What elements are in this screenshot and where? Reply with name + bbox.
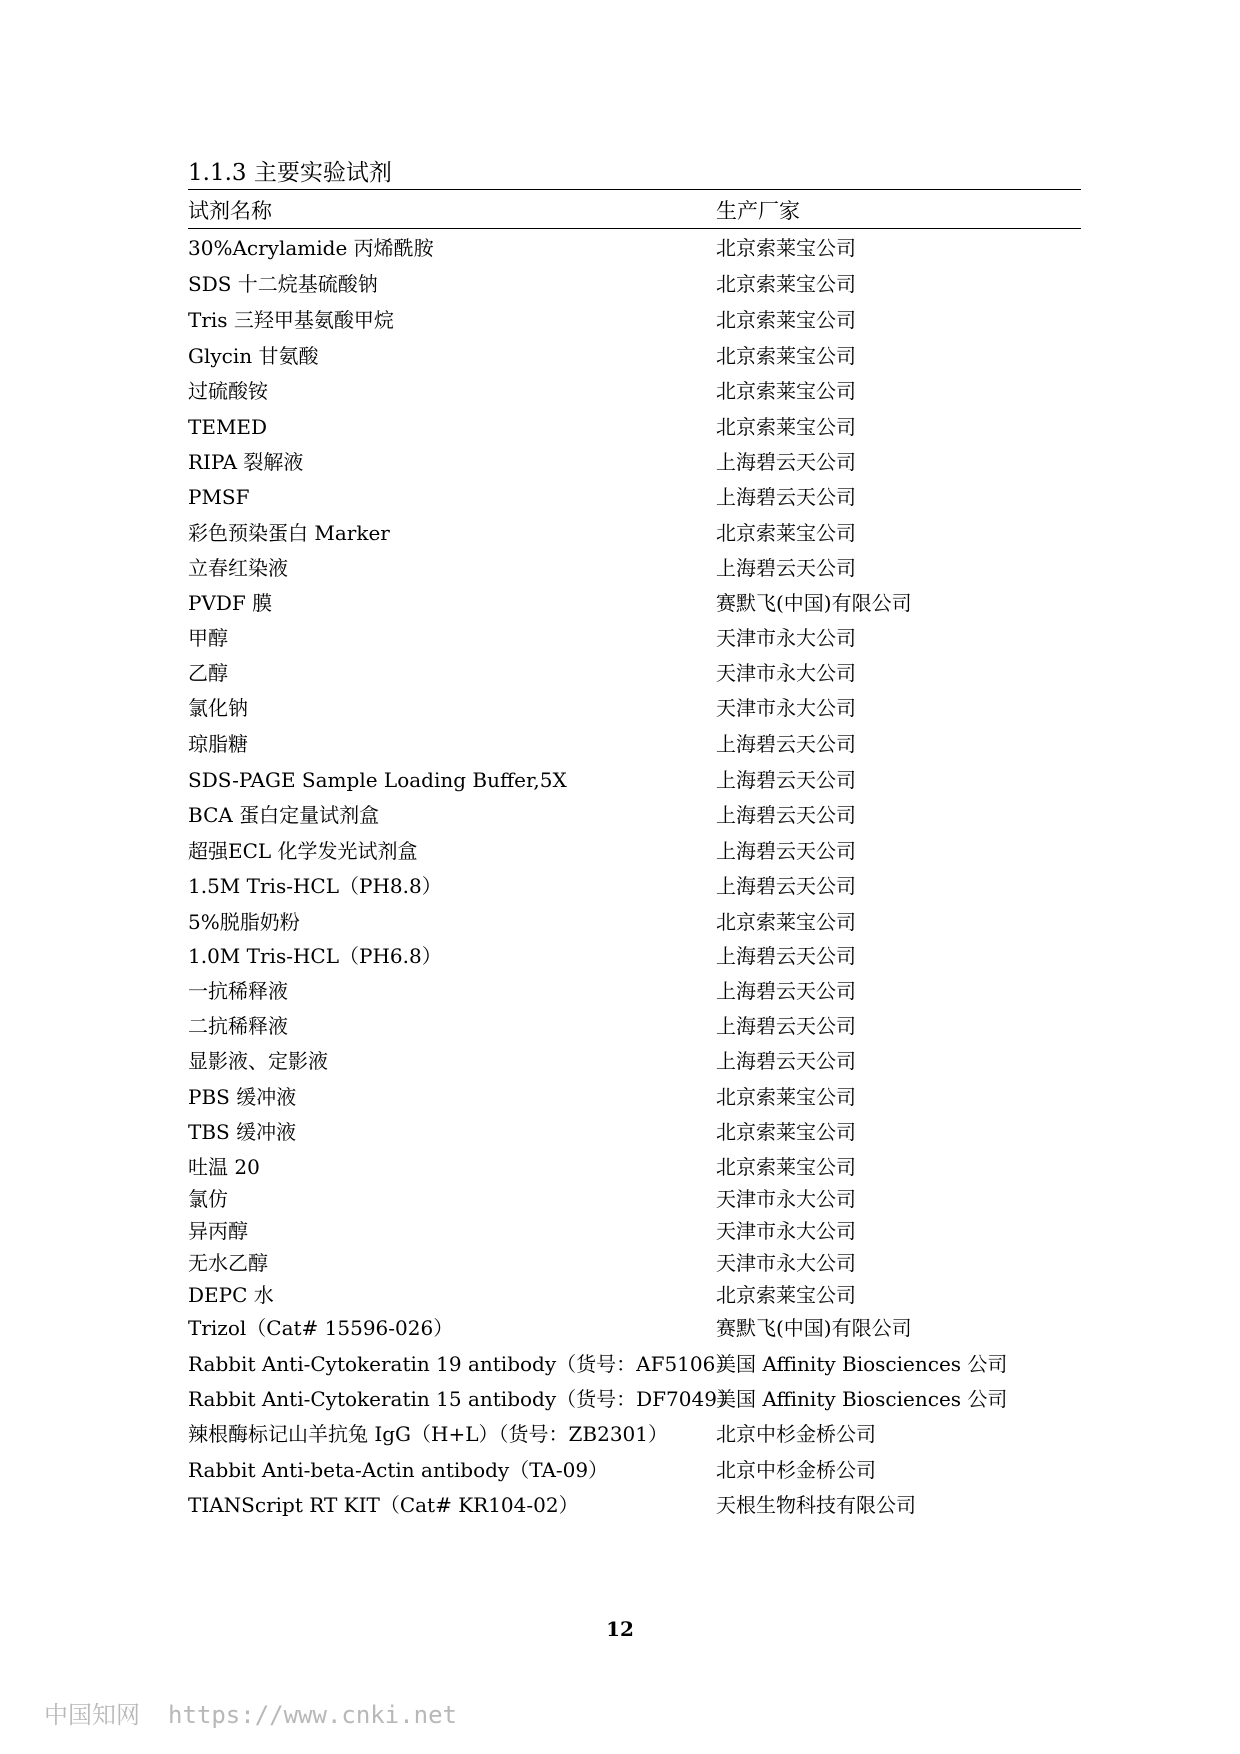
reagent-manufacturer: 天根生物科技有限公司	[716, 1493, 916, 1517]
reagent-name: 琼脂糖	[188, 732, 248, 756]
reagent-manufacturer: 赛默飞(中国)有限公司	[716, 1316, 912, 1340]
table-row	[188, 1216, 1081, 1246]
reagent-name: 显影液、定影液	[188, 1049, 328, 1073]
table-row	[188, 1011, 1081, 1041]
reagent-name: 氯化钠	[188, 696, 248, 720]
table-row	[188, 729, 1081, 759]
table-row	[188, 1082, 1081, 1112]
table-row	[188, 693, 1081, 723]
reagent-manufacturer: 赛默飞(中国)有限公司	[716, 591, 912, 615]
reagent-name: RIPA 裂解液	[188, 450, 304, 474]
table-row	[188, 233, 1081, 263]
reagent-name: 过硫酸铵	[188, 379, 268, 403]
table-row	[188, 658, 1081, 688]
reagent-name: SDS 十二烷基硫酸钠	[188, 272, 378, 296]
reagent-manufacturer: 北京索莱宝公司	[716, 344, 856, 368]
reagent-name: Rabbit Anti-beta-Actin antibody（TA-09）	[188, 1458, 609, 1482]
reagent-name: Rabbit Anti-Cytokeratin 15 antibody（货号：DF7049）	[188, 1387, 737, 1411]
table-header-rule	[188, 228, 1081, 229]
reagent-name: TIANScript RT KIT（Cat# KR104-02）	[188, 1493, 579, 1517]
table-row	[188, 482, 1081, 512]
table-row	[188, 1280, 1081, 1310]
reagent-manufacturer: 北京索莱宝公司	[716, 1120, 856, 1144]
reagent-name: TEMED	[188, 415, 268, 439]
reagent-name: 立春红染液	[188, 556, 288, 580]
reagent-manufacturer: 天津市永大公司	[716, 626, 856, 650]
table-row	[188, 588, 1081, 618]
reagent-name: 5%脱脂奶粉	[188, 910, 300, 934]
reagent-manufacturer: 上海碧云天公司	[716, 485, 856, 509]
reagent-manufacturer: 天津市永大公司	[716, 1187, 856, 1211]
reagent-manufacturer: 北京索莱宝公司	[716, 910, 856, 934]
table-row	[188, 518, 1081, 548]
reagent-manufacturer: 北京索莱宝公司	[716, 1155, 856, 1179]
reagent-manufacturer: 上海碧云天公司	[716, 979, 856, 1003]
table-row	[188, 871, 1081, 901]
reagent-manufacturer: 北京中杉金桥公司	[716, 1422, 876, 1446]
reagent-name: 一抗稀释液	[188, 979, 288, 1003]
table-row	[188, 305, 1081, 335]
reagent-manufacturer: 北京索莱宝公司	[716, 272, 856, 296]
table-row	[188, 1490, 1081, 1520]
reagent-name: PBS 缓冲液	[188, 1085, 297, 1109]
section-title: 1.1.3 主要实验试剂	[188, 160, 392, 186]
table-row	[188, 1313, 1081, 1343]
reagent-name: 彩色预染蛋白 Marker	[188, 521, 390, 545]
reagent-name: PMSF	[188, 485, 250, 509]
watermark	[44, 1700, 457, 1730]
reagent-name: SDS-PAGE Sample Loading Buffer,5X	[188, 768, 567, 792]
table-row	[188, 341, 1081, 371]
reagent-name: 无水乙醇	[188, 1251, 268, 1275]
reagent-manufacturer: 美国 Affinity Biosciences 公司	[716, 1387, 1008, 1411]
table-row	[188, 907, 1081, 937]
watermark-url: https://www.cnki.net	[168, 1701, 457, 1729]
table-row	[188, 765, 1081, 795]
reagent-name: Trizol（Cat# 15596-026）	[188, 1316, 454, 1340]
reagent-manufacturer: 北京索莱宝公司	[716, 1085, 856, 1109]
table-row	[188, 1117, 1081, 1147]
reagent-manufacturer: 上海碧云天公司	[716, 1049, 856, 1073]
reagent-manufacturer: 北京索莱宝公司	[716, 236, 856, 260]
table-row	[188, 553, 1081, 583]
header-name: 试剂名称	[188, 199, 272, 223]
reagent-name: 1.5M Tris-HCL（PH8.8）	[188, 874, 442, 898]
table-row	[188, 623, 1081, 653]
reagent-name: Tris 三羟甲基氨酸甲烷	[188, 308, 394, 332]
reagent-name: 辣根酶标记山羊抗兔 IgG（H+L）（货号：ZB2301）	[188, 1422, 669, 1446]
table-row	[188, 800, 1081, 830]
page-number: 12	[606, 1617, 634, 1641]
table-top-rule	[188, 189, 1081, 190]
reagent-name: Glycin 甘氨酸	[188, 344, 319, 368]
table-row	[188, 269, 1081, 299]
reagent-name: 30%Acrylamide 丙烯酰胺	[188, 236, 434, 260]
table-row	[188, 1046, 1081, 1076]
reagent-name: DEPC 水	[188, 1283, 274, 1307]
table-row	[188, 1419, 1081, 1449]
reagent-manufacturer: 美国 Affinity Biosciences 公司	[716, 1352, 1008, 1376]
table-row	[188, 1455, 1081, 1485]
table-row	[188, 836, 1081, 866]
table-row	[188, 1184, 1081, 1214]
reagent-manufacturer: 天津市永大公司	[716, 1251, 856, 1275]
watermark-brand: 中国知网	[44, 1701, 140, 1729]
reagent-manufacturer: 北京索莱宝公司	[716, 308, 856, 332]
reagent-manufacturer: 北京索莱宝公司	[716, 1283, 856, 1307]
reagent-name: Rabbit Anti-Cytokeratin 19 antibody（货号：AF5106）	[188, 1352, 736, 1376]
reagent-name: 氯仿	[188, 1187, 228, 1211]
reagent-manufacturer: 天津市永大公司	[716, 696, 856, 720]
reagent-manufacturer: 北京索莱宝公司	[716, 415, 856, 439]
reagent-manufacturer: 北京索莱宝公司	[716, 379, 856, 403]
reagent-manufacturer: 天津市永大公司	[716, 1219, 856, 1243]
reagent-manufacturer: 上海碧云天公司	[716, 839, 856, 863]
reagent-name: 二抗稀释液	[188, 1014, 288, 1038]
reagent-name: BCA 蛋白定量试剂盒	[188, 803, 380, 827]
reagent-manufacturer: 上海碧云天公司	[716, 768, 856, 792]
reagent-name: PVDF 膜	[188, 591, 273, 615]
table-row	[188, 1349, 1081, 1379]
reagent-name: 吐温 20	[188, 1155, 260, 1179]
reagent-name: 甲醇	[188, 626, 228, 650]
reagent-manufacturer: 上海碧云天公司	[716, 874, 856, 898]
table-row	[188, 412, 1081, 442]
reagent-manufacturer: 北京中杉金桥公司	[716, 1458, 876, 1482]
reagent-manufacturer: 上海碧云天公司	[716, 732, 856, 756]
table-row	[188, 376, 1081, 406]
reagent-name: 超强ECL 化学发光试剂盒	[188, 839, 418, 863]
reagent-manufacturer: 上海碧云天公司	[716, 556, 856, 580]
table-row	[188, 1152, 1081, 1182]
reagent-manufacturer: 北京索莱宝公司	[716, 521, 856, 545]
table-row	[188, 447, 1081, 477]
table-row	[188, 1248, 1081, 1278]
reagent-manufacturer: 上海碧云天公司	[716, 450, 856, 474]
reagent-manufacturer: 上海碧云天公司	[716, 944, 856, 968]
reagent-name: 乙醇	[188, 661, 228, 685]
reagent-name: TBS 缓冲液	[188, 1120, 297, 1144]
table-row	[188, 976, 1081, 1006]
reagent-name: 1.0M Tris-HCL（PH6.8）	[188, 944, 442, 968]
reagent-manufacturer: 上海碧云天公司	[716, 1014, 856, 1038]
header-manufacturer: 生产厂家	[716, 199, 800, 223]
reagent-manufacturer: 天津市永大公司	[716, 661, 856, 685]
table-row	[188, 941, 1081, 971]
table-row	[188, 1384, 1081, 1414]
reagent-name: 异丙醇	[188, 1219, 248, 1243]
reagent-manufacturer: 上海碧云天公司	[716, 803, 856, 827]
